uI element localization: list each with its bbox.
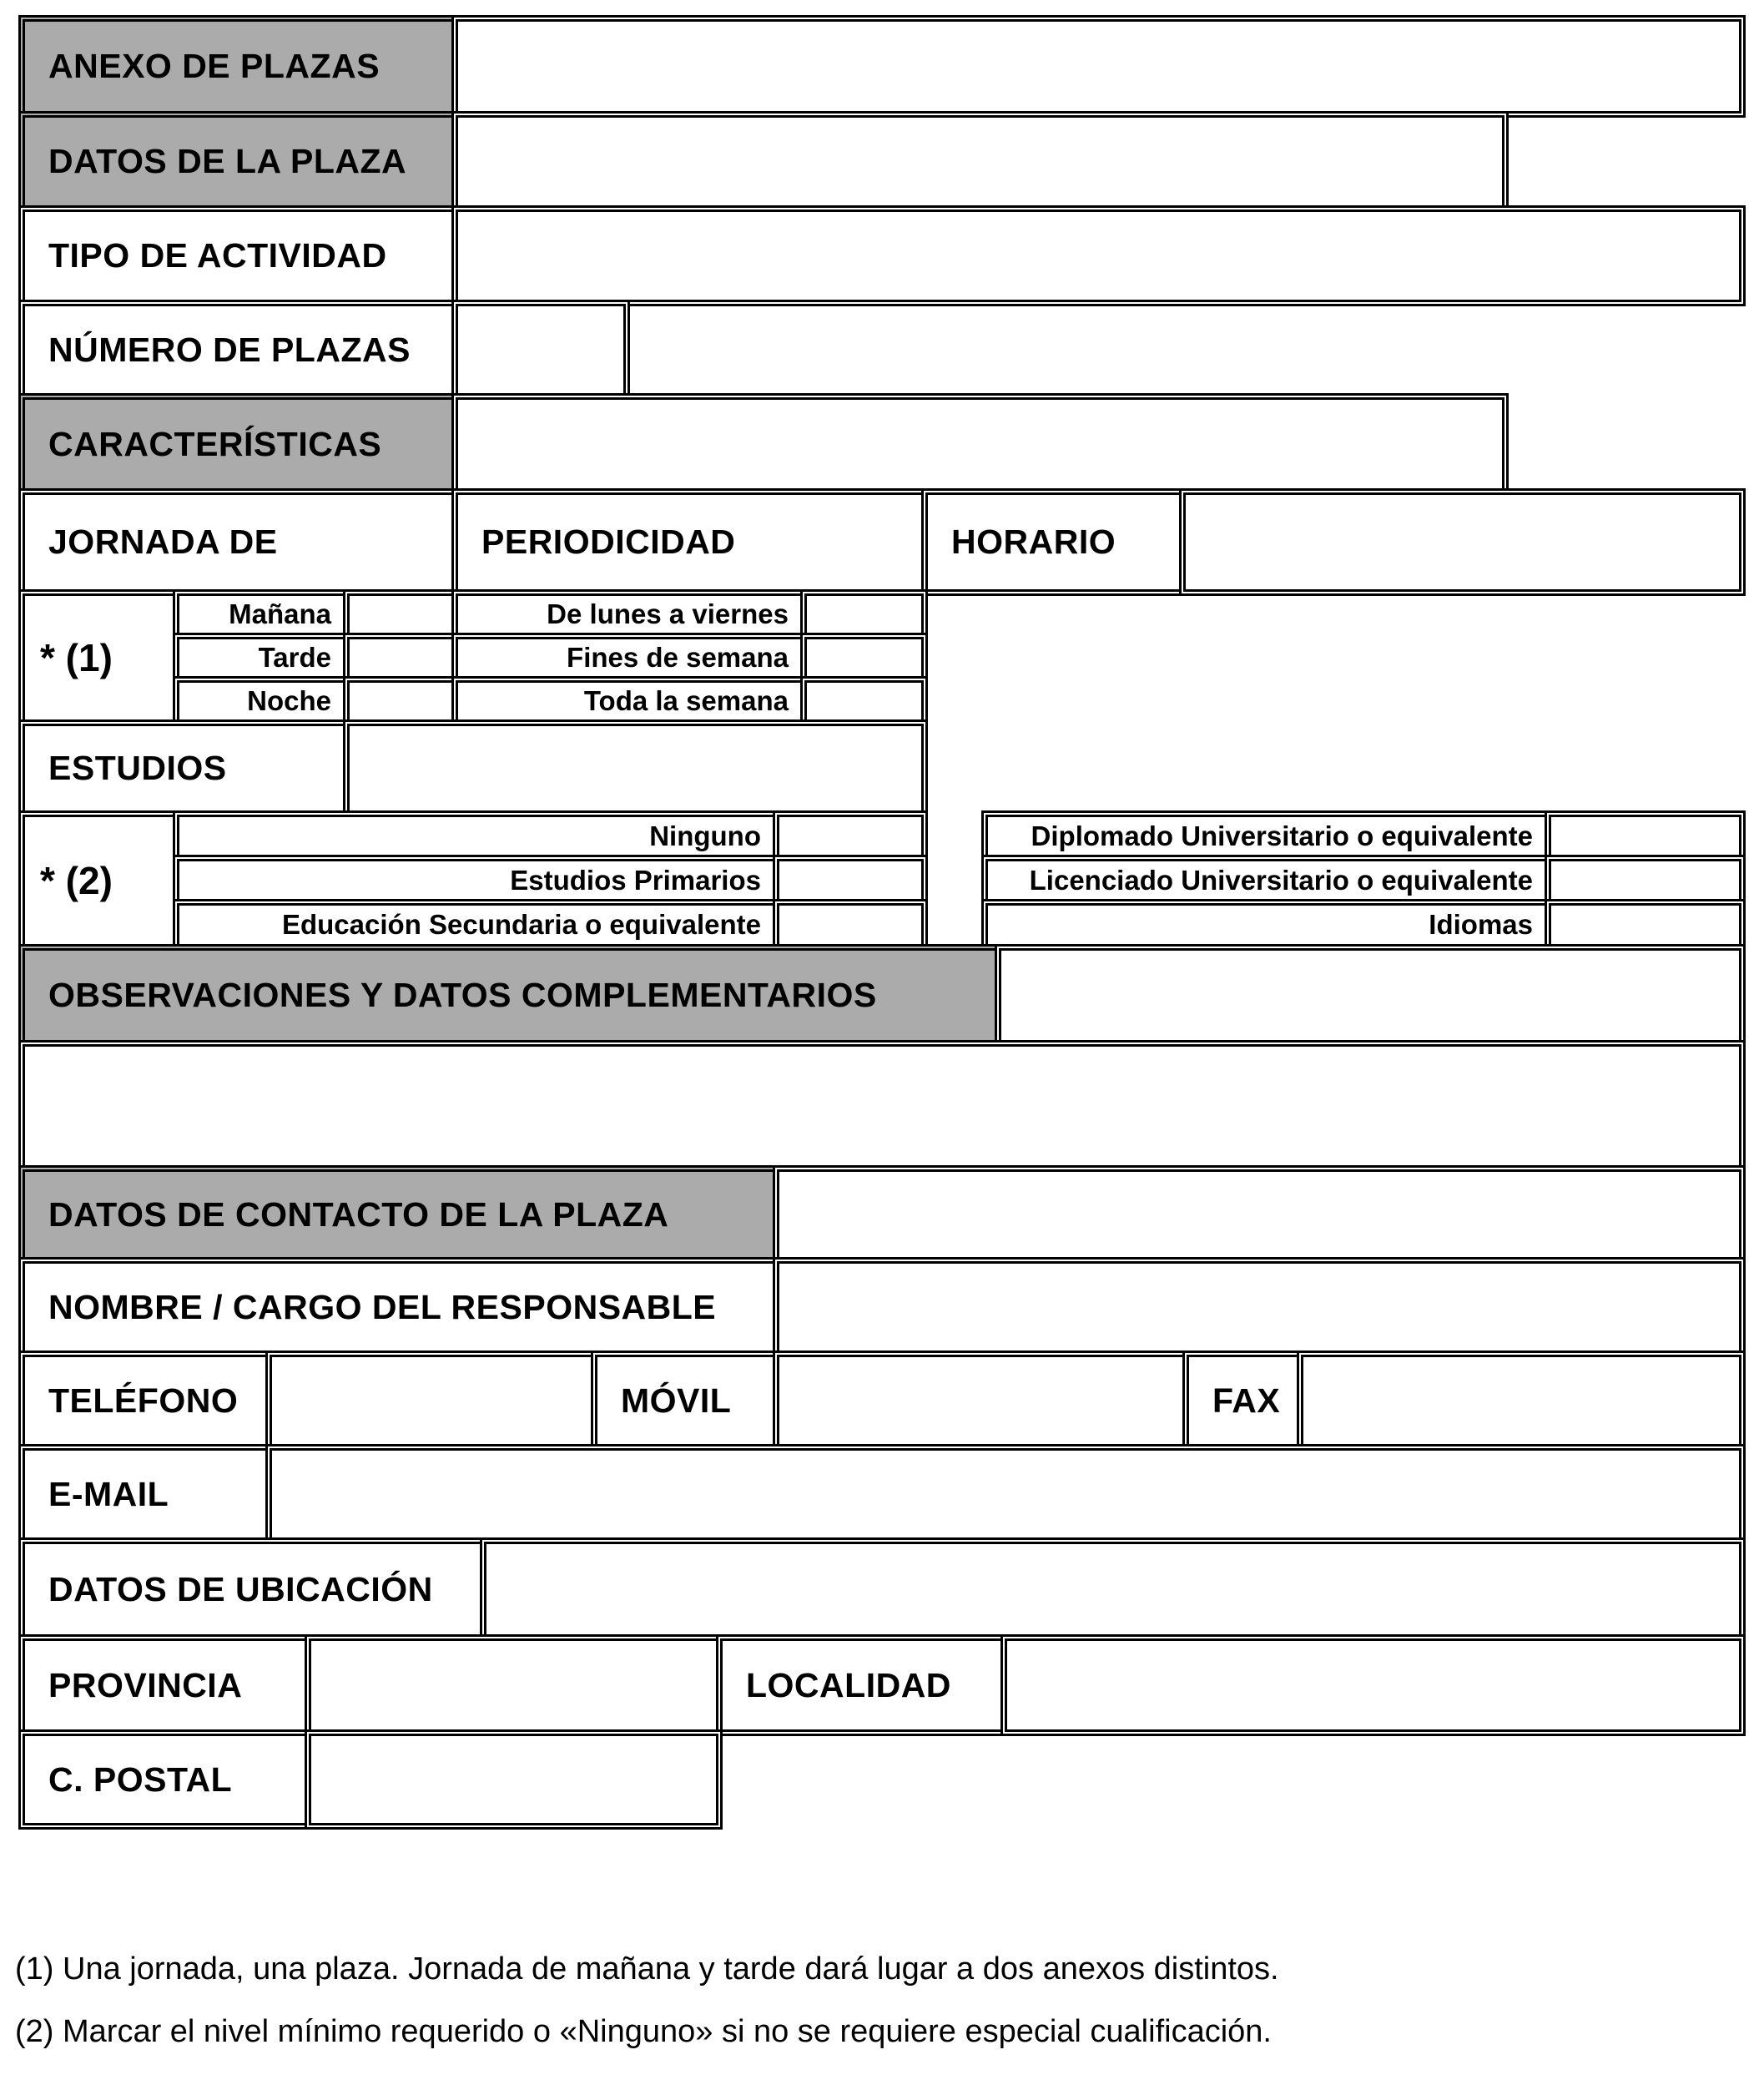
horario-input[interactable] — [1179, 488, 1746, 596]
c-postal-label: C. POSTAL — [18, 1729, 311, 1830]
footnotes — [15, 1951, 1734, 2077]
ninguno-checkbox-cell[interactable] — [773, 810, 928, 861]
numero-plazas-input[interactable] — [451, 300, 630, 400]
jornada-de-label: JORNADA DE — [18, 488, 458, 596]
horario-label: HORARIO — [921, 488, 1186, 596]
fines-semana-checkbox-cell[interactable] — [800, 633, 928, 683]
email-input[interactable] — [265, 1444, 1746, 1544]
licenciado-checkbox-cell[interactable] — [1545, 855, 1746, 906]
datos-plaza-value-cell[interactable] — [451, 111, 1509, 212]
telefono-input[interactable] — [265, 1350, 597, 1451]
datos-contacto-spacer-cell — [773, 1165, 1746, 1264]
diplomado-label: Diplomado Universitario o equivalente — [981, 810, 1551, 861]
idiomas-checkbox-cell[interactable] — [1545, 899, 1746, 951]
nombre-cargo-input[interactable] — [773, 1257, 1746, 1357]
nombre-cargo-label: NOMBRE / CARGO DEL RESPONSABLE — [18, 1257, 779, 1357]
datos-ubicacion-value-cell[interactable] — [480, 1537, 1746, 1641]
manana-label: Mañana — [173, 589, 350, 639]
toda-semana-checkbox-cell[interactable] — [800, 676, 928, 726]
anexo-header-cell: ANEXO DE PLAZAS — [18, 15, 458, 118]
footnote-2: (2) Marcar el nivel mínimo requerido o «Ninguno» si no se requiere especial cualificación. — [15, 2014, 1272, 2049]
provincia-label: PROVINCIA — [18, 1634, 311, 1736]
educacion-secundaria-label: Educación Secundaria o equivalente — [173, 899, 779, 951]
datos-contacto-header-cell: DATOS DE CONTACTO DE LA PLAZA — [18, 1165, 779, 1264]
numero-plazas-label: NÚMERO DE PLAZAS — [18, 300, 458, 400]
movil-label: MÓVIL — [591, 1350, 779, 1451]
fax-input[interactable] — [1297, 1350, 1746, 1451]
movil-input[interactable] — [773, 1350, 1189, 1451]
footnote-1: (1) Una jornada, una plaza. Jornada de mañana y tarde dará lugar a dos anexos distintos. — [15, 1951, 1279, 1987]
tarde-checkbox-cell[interactable] — [343, 633, 458, 683]
manana-checkbox-cell[interactable] — [343, 589, 458, 639]
estudios-value-cell[interactable] — [343, 719, 928, 817]
toda-semana-label: Toda la semana — [451, 676, 807, 726]
tarde-label: Tarde — [173, 633, 350, 683]
educacion-secundaria-checkbox-cell[interactable] — [773, 899, 928, 951]
estudios-primarios-checkbox-cell[interactable] — [773, 855, 928, 906]
periodicidad-label: PERIODICIDAD — [451, 488, 928, 596]
c-postal-input[interactable] — [305, 1729, 723, 1830]
diplomado-checkbox-cell[interactable] — [1545, 810, 1746, 861]
licenciado-label: Licenciado Universitario o equivalente — [981, 855, 1551, 906]
jornada-footnote-ref: * (1) — [18, 589, 179, 726]
lunes-viernes-label: De lunes a viernes — [451, 589, 807, 639]
estudios-footnote-ref: * (2) — [18, 810, 179, 951]
observaciones-header-cell: OBSERVACIONES Y DATOS COMPLEMENTARIOS — [18, 944, 1001, 1047]
localidad-label: LOCALIDAD — [716, 1634, 1007, 1736]
caracteristicas-value-cell[interactable] — [451, 393, 1509, 495]
estudios-label: ESTUDIOS — [18, 719, 350, 817]
anexo-value-cell[interactable] — [451, 15, 1746, 118]
noche-checkbox-cell[interactable] — [343, 676, 458, 726]
observaciones-header-spacer-cell — [995, 944, 1746, 1047]
telefono-label: TELÉFONO — [18, 1350, 272, 1451]
observaciones-textarea-cell[interactable] — [18, 1040, 1746, 1172]
caracteristicas-header-cell: CARACTERÍSTICAS — [18, 393, 458, 495]
tipo-actividad-label: TIPO DE ACTIVIDAD — [18, 205, 458, 306]
fines-semana-label: Fines de semana — [451, 633, 807, 683]
datos-ubicacion-label: DATOS DE UBICACIÓN — [18, 1537, 486, 1641]
estudios-primarios-label: Estudios Primarios — [173, 855, 779, 906]
tipo-actividad-input[interactable] — [451, 205, 1746, 306]
ninguno-label: Ninguno — [173, 810, 779, 861]
datos-plaza-header-cell: DATOS DE LA PLAZA — [18, 111, 458, 212]
idiomas-label: Idiomas — [981, 899, 1551, 951]
email-label: E-MAIL — [18, 1444, 272, 1544]
noche-label: Noche — [173, 676, 350, 726]
provincia-input[interactable] — [305, 1634, 723, 1736]
fax-label: FAX — [1182, 1350, 1303, 1451]
lunes-viernes-checkbox-cell[interactable] — [800, 589, 928, 639]
localidad-input[interactable] — [1000, 1634, 1746, 1736]
